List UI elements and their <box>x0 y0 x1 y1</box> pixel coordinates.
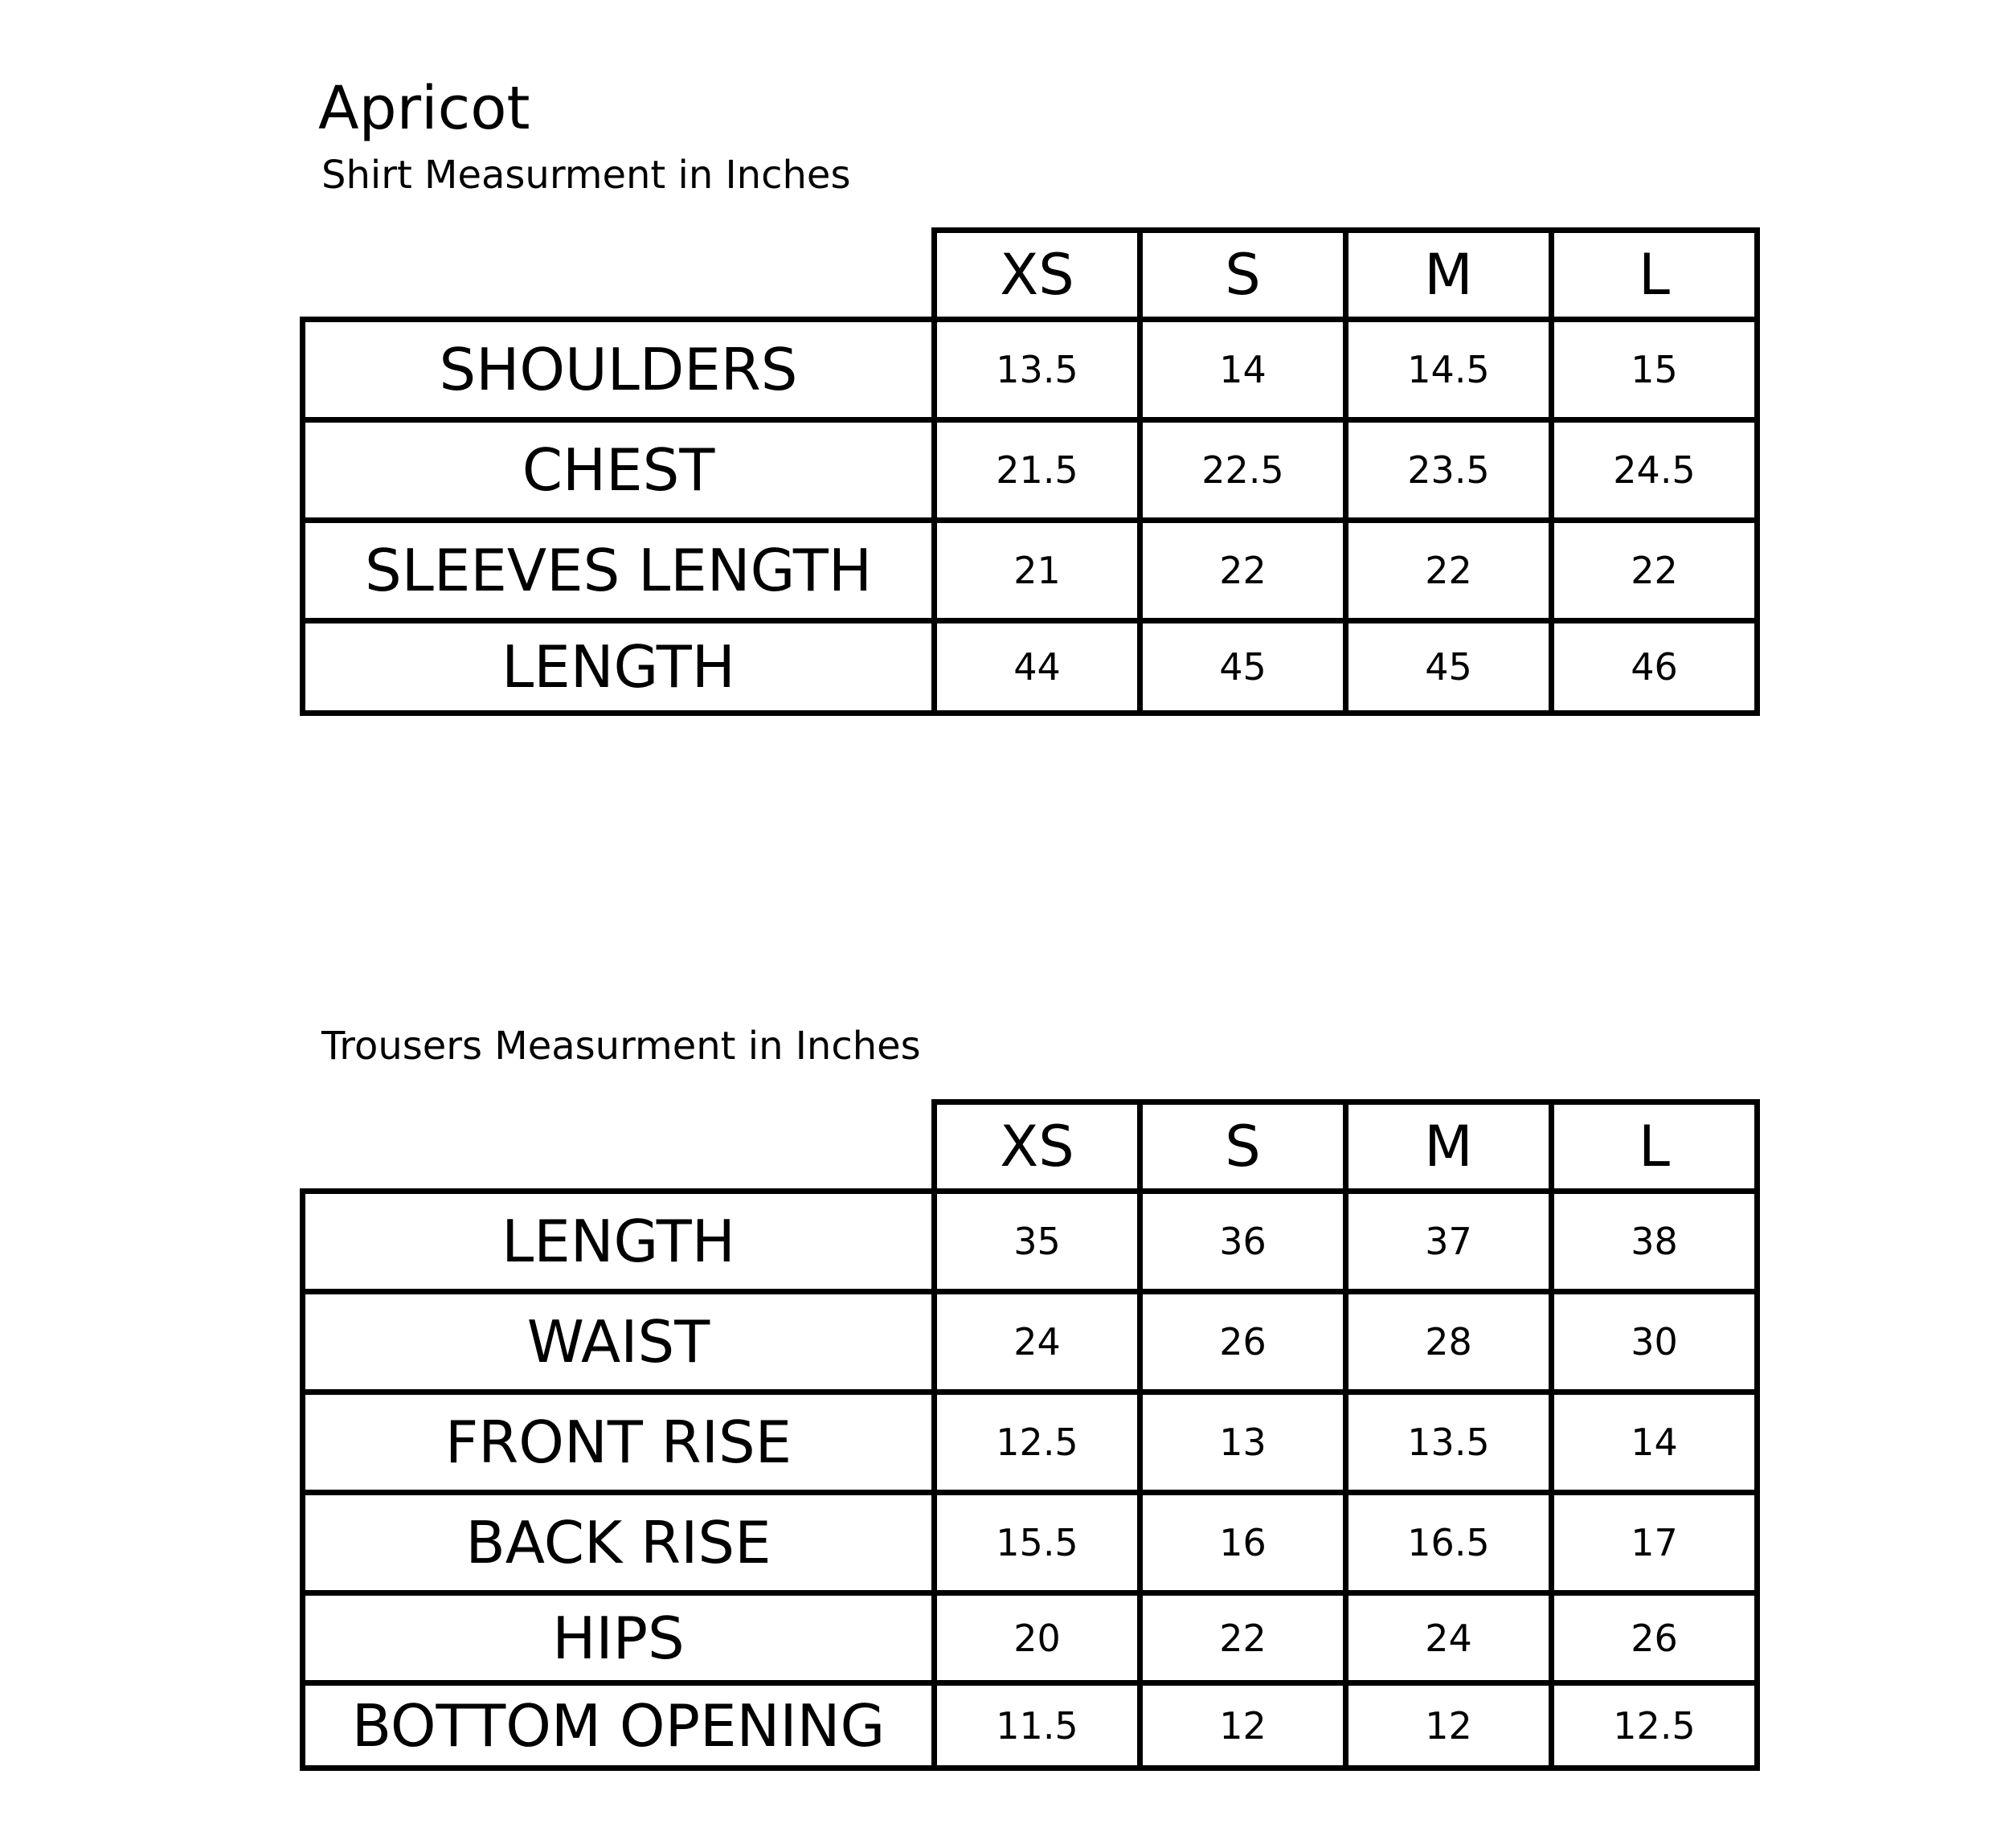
measurement-cell: 13 <box>1140 1392 1346 1493</box>
measurement-cell: 13.5 <box>1346 1392 1552 1493</box>
measurement-cell: 22 <box>1552 521 1758 621</box>
header-blank-cell <box>303 231 935 320</box>
measurement-cell: 26 <box>1552 1593 1758 1683</box>
measurement-cell: 38 <box>1552 1192 1758 1292</box>
table-row <box>303 320 1758 420</box>
table-row <box>303 1683 1758 1768</box>
measurement-cell: 14 <box>1552 1392 1758 1493</box>
measurement-cell: 20 <box>935 1593 1140 1683</box>
measurement-cell: 22 <box>1346 521 1552 621</box>
measurement-cell: 24 <box>1346 1593 1552 1683</box>
measurement-cell: 12 <box>1140 1683 1346 1768</box>
measurement-cell: 14.5 <box>1346 320 1552 420</box>
measurement-cell: 35 <box>935 1192 1140 1292</box>
shirt-size-table <box>300 227 1760 716</box>
row-label-back-rise: BACK RISE <box>303 1493 935 1593</box>
row-label-waist: WAIST <box>303 1292 935 1392</box>
measurement-cell: 45 <box>1140 621 1346 713</box>
size-header-m: M <box>1346 1102 1552 1192</box>
row-label-length: LENGTH <box>303 1192 935 1292</box>
measurement-cell: 23.5 <box>1346 420 1552 521</box>
size-header-l: L <box>1552 231 1758 320</box>
table-row <box>303 521 1758 621</box>
row-label-sleeves-length: SLEEVES LENGTH <box>303 521 935 621</box>
measurement-cell: 44 <box>935 621 1140 713</box>
measurement-cell: 12.5 <box>935 1392 1140 1493</box>
measurement-cell: 37 <box>1346 1192 1552 1292</box>
shirt-header-row <box>303 231 1758 320</box>
product-title: Apricot <box>318 74 530 143</box>
measurement-cell: 16 <box>1140 1493 1346 1593</box>
measurement-cell: 17 <box>1552 1493 1758 1593</box>
measurement-cell: 21 <box>935 521 1140 621</box>
measurement-cell: 12 <box>1346 1683 1552 1768</box>
trousers-table-subtitle: Trousers Measurment in Inches <box>321 1024 921 1069</box>
measurement-cell: 15.5 <box>935 1493 1140 1593</box>
table-row <box>303 420 1758 521</box>
row-label-front-rise: FRONT RISE <box>303 1392 935 1493</box>
measurement-cell: 15 <box>1552 320 1758 420</box>
measurement-cell: 16.5 <box>1346 1493 1552 1593</box>
measurement-cell: 28 <box>1346 1292 1552 1392</box>
trousers-header-row <box>303 1102 1758 1192</box>
measurement-cell: 45 <box>1346 621 1552 713</box>
size-header-s: S <box>1140 231 1346 320</box>
table-row <box>303 1192 1758 1292</box>
table-row <box>303 1392 1758 1493</box>
shirt-table-subtitle: Shirt Measurment in Inches <box>321 153 851 198</box>
measurement-cell: 21.5 <box>935 420 1140 521</box>
measurement-cell: 13.5 <box>935 320 1140 420</box>
row-label-length: LENGTH <box>303 621 935 713</box>
size-header-xs: XS <box>935 231 1140 320</box>
measurement-cell: 11.5 <box>935 1683 1140 1768</box>
row-label-bottom-opening: BOTTOM OPENING <box>303 1683 935 1768</box>
measurement-cell: 22.5 <box>1140 420 1346 521</box>
measurement-cell: 24 <box>935 1292 1140 1392</box>
size-header-l: L <box>1552 1102 1758 1192</box>
row-label-chest: CHEST <box>303 420 935 521</box>
header-blank-cell <box>303 1102 935 1192</box>
trousers-size-table <box>300 1099 1760 1771</box>
row-label-shoulders: SHOULDERS <box>303 320 935 420</box>
measurement-cell: 12.5 <box>1552 1683 1758 1768</box>
measurement-cell: 22 <box>1140 521 1346 621</box>
measurement-cell: 30 <box>1552 1292 1758 1392</box>
measurement-cell: 36 <box>1140 1192 1346 1292</box>
table-row <box>303 1593 1758 1683</box>
measurement-cell: 14 <box>1140 320 1346 420</box>
size-header-xs: XS <box>935 1102 1140 1192</box>
size-header-s: S <box>1140 1102 1346 1192</box>
measurement-cell: 46 <box>1552 621 1758 713</box>
table-row <box>303 1292 1758 1392</box>
table-row <box>303 621 1758 713</box>
size-header-m: M <box>1346 231 1552 320</box>
table-row <box>303 1493 1758 1593</box>
measurement-cell: 24.5 <box>1552 420 1758 521</box>
measurement-cell: 26 <box>1140 1292 1346 1392</box>
measurement-cell: 22 <box>1140 1593 1346 1683</box>
row-label-hips: HIPS <box>303 1593 935 1683</box>
